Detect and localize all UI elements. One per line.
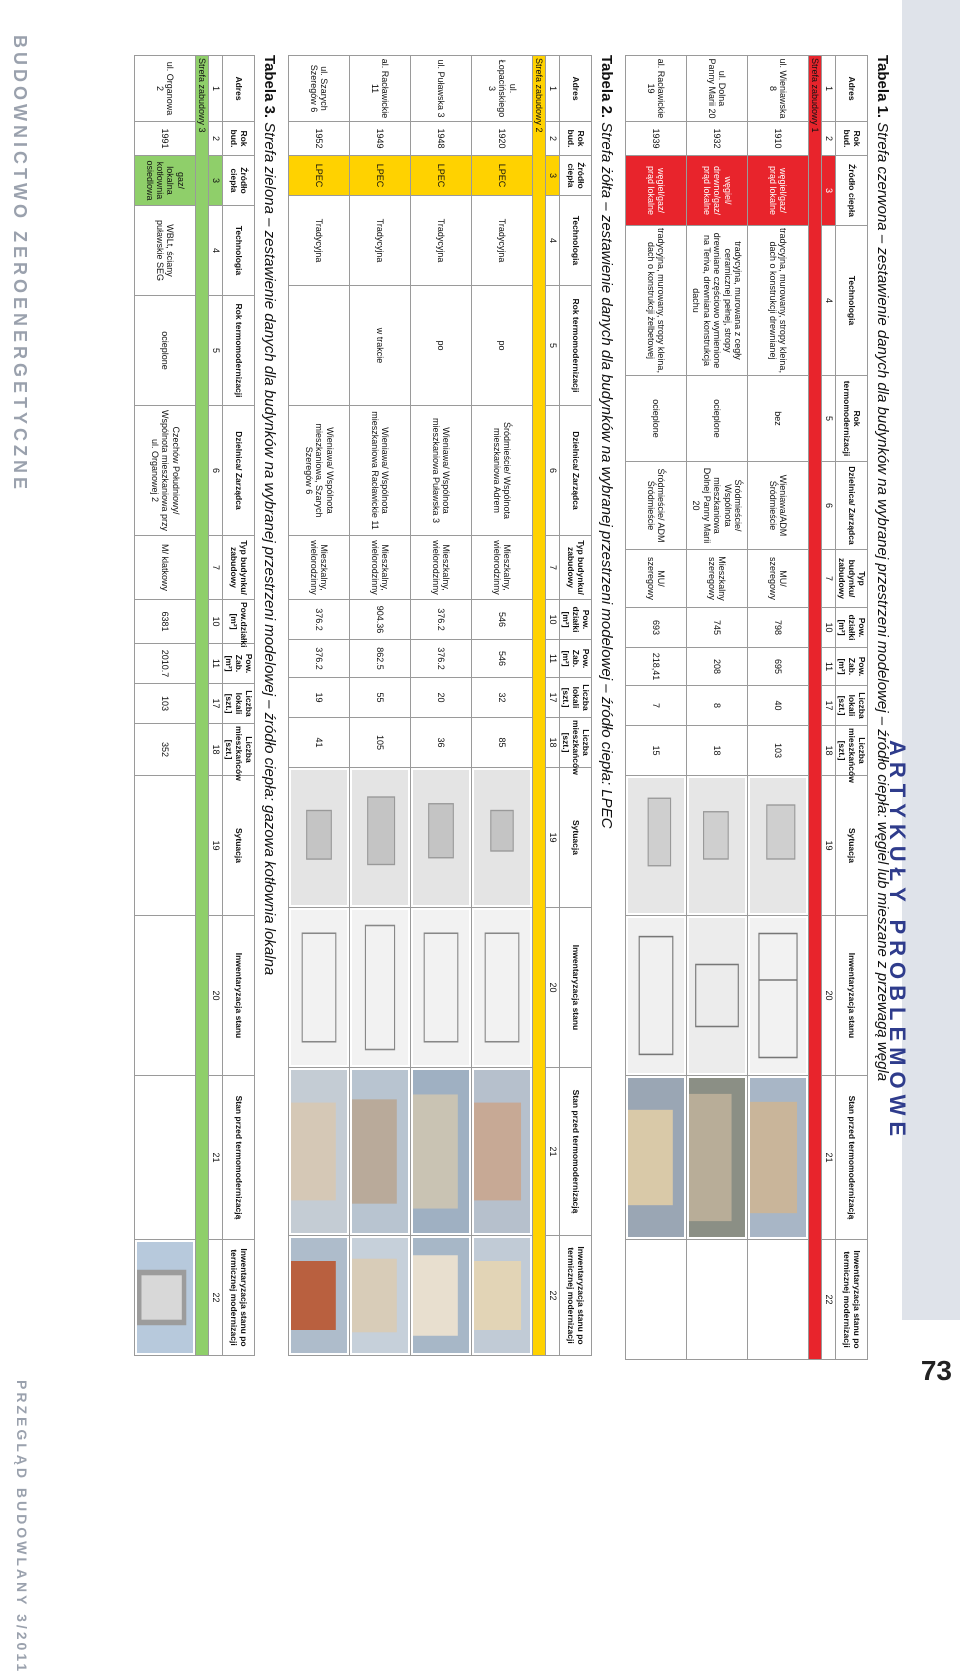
col-stan-przed: Stan przed termomodernizacją (559, 1068, 591, 1236)
table-2-header (559, 56, 591, 1356)
num-cell: 1 (546, 56, 559, 122)
cell-zrodlo: węgiel/gaz/ prąd lokalne (626, 156, 687, 226)
col-termo: Rok termomodernizacji (222, 296, 254, 406)
col-inw-po: Inwentaryzacja stanu po termicznej modernizacji (222, 1240, 254, 1356)
empty-cell (748, 1240, 809, 1360)
section-label: ARTYKUŁY PROBLEMOWE (885, 740, 910, 1143)
table-3-block (134, 55, 278, 1355)
num-cell: 2 (822, 122, 835, 156)
col-pow-zab: Pow. Zab. [m²] (835, 648, 867, 686)
col-dzielnica: Dzielnica/ Zarządca (559, 406, 591, 536)
empty-cell (135, 776, 196, 916)
num-cell: 17 (209, 684, 222, 724)
num-cell: 21 (546, 1068, 559, 1236)
num-cell: 22 (822, 1240, 835, 1360)
cell-adres: al. Racławickie 11 (350, 56, 411, 122)
table-2-block (288, 55, 615, 1355)
num-cell: 22 (209, 1240, 222, 1356)
cell-zrodlo: LPEC (289, 156, 350, 196)
running-title: BUDOWNICTWO ZEROENERGETYCZNE (10, 35, 30, 493)
map-photo (748, 776, 809, 916)
num-cell: 2 (209, 122, 222, 156)
cell-adres: al. Racławickie 19 (626, 56, 687, 122)
num-cell: 18 (822, 726, 835, 776)
zone-label: Strefa zabudowy 2 (533, 56, 546, 1356)
table-3-number-row (209, 56, 222, 1356)
cell-lokale: 55 (350, 678, 411, 718)
cell-adres: ul. Łopacińskiego 3 (472, 56, 533, 122)
cell-typ: M/ klatkowy (135, 536, 196, 600)
cell-dzielnica: Wieniawa/ Wspólnota mieszkaniowa Racławickie 11 (350, 406, 411, 536)
col-mieszk: Liczba mieszkańców [szt.] (222, 724, 254, 776)
num-cell: 7 (822, 550, 835, 608)
num-cell: 7 (209, 536, 222, 600)
cell-mieszk: 352 (135, 724, 196, 776)
empty-cell (135, 1076, 196, 1240)
cell-pow-zab: 218,41 (626, 648, 687, 686)
cell-typ: Mieszkalny, wielorodzinny (289, 536, 350, 600)
table-3-label: Tabela 3. (261, 55, 279, 119)
cell-rok: 1939 (626, 122, 687, 156)
building-photo (289, 1068, 350, 1236)
col-adres: Adres (835, 56, 867, 122)
plan-photo (472, 908, 533, 1068)
col-tech: Technologia (222, 206, 254, 296)
plan-photo (350, 908, 411, 1068)
col-typ: Typ budynku/ zabudowy (222, 536, 254, 600)
col-lokale: Liczba lokali [szt.] (559, 678, 591, 718)
cell-typ: Mieszkalny, wielorodzinny (472, 536, 533, 600)
cell-adres: ul. Szarych Szeregów 6 (289, 56, 350, 122)
empty-cell (135, 916, 196, 1076)
num-cell: 18 (546, 718, 559, 768)
cell-pow-dz: 376.2 (289, 600, 350, 640)
cell-zrodlo: gaz/ lokalna kotłownia osiedlowa (135, 156, 196, 206)
col-inw-po: Inwentaryzacja stanu po termicznej modernizacji (835, 1240, 867, 1360)
plan-photo (411, 908, 472, 1068)
cell-rok: 1920 (472, 122, 533, 156)
rotated-content (55, 55, 895, 1355)
col-zrodlo: Źródło ciepła (559, 156, 591, 196)
cell-typ: Mieszkalny, wielorodzinny (411, 536, 472, 600)
cell-termo: ocieplone (687, 376, 748, 462)
cell-dzielnica: Wieniawa/ Wspólnota mieszkaniowa, Szarych Szeregów 6 (289, 406, 350, 536)
building-after-photo (289, 1236, 350, 1356)
cell-pow-zab: 546 (472, 640, 533, 678)
num-cell: 18 (209, 724, 222, 776)
cell-adres: ul. Dolna Panny Marii 20 (687, 56, 748, 122)
num-cell: 4 (822, 226, 835, 376)
cell-lokale: 7 (626, 686, 687, 726)
cell-termo: bez (748, 376, 809, 462)
map-photo (687, 776, 748, 916)
table-row (626, 56, 687, 1360)
cell-tech: tradycyjna, murowany, stropy kleina, dach o konstrukcji drewnianej (748, 226, 809, 376)
building-photo (411, 1068, 472, 1236)
num-cell: 5 (209, 296, 222, 406)
num-cell: 5 (822, 376, 835, 462)
cell-rok: 1949 (350, 122, 411, 156)
num-cell: 21 (209, 1076, 222, 1240)
cell-zrodlo: LPEC (411, 156, 472, 196)
table-3-zone-row (196, 56, 209, 1356)
table-3-caption (261, 55, 278, 1355)
journal-footer: PRZEGLĄD BUDOWLANY 3/2011 (14, 1380, 30, 1674)
col-zrodlo: Źródło ciepła (222, 156, 254, 206)
cell-typ: Mieszkalny szeregowy (687, 550, 748, 608)
cell-pow-dz: 693 (626, 608, 687, 648)
col-pow-dz: Pow. działki [m²] (559, 600, 591, 640)
table-row (289, 56, 350, 1356)
cell-zrodlo: LPEC (350, 156, 411, 196)
num-cell: 6 (546, 406, 559, 536)
cell-pow-dz: 798 (748, 608, 809, 648)
cell-rok: 1952 (289, 122, 350, 156)
col-rok: Rok bud. (835, 122, 867, 156)
table-row (748, 56, 809, 1360)
building-after-photo (411, 1236, 472, 1356)
col-pow-dz: Pow. działki [m²] (835, 608, 867, 648)
cell-dzielnica: Wieniawa/ADM Śródmieście (748, 462, 809, 550)
col-rok: Rok bud. (559, 122, 591, 156)
table-1-zone-row (809, 56, 822, 1360)
cell-tech: tradycyjna, murowany, stropy kleina, dach o konstrukcji żelbetowej (626, 226, 687, 376)
cell-termo: po (411, 286, 472, 406)
num-cell: 17 (822, 686, 835, 726)
num-cell: 11 (209, 644, 222, 684)
cell-termo: ocieplone (135, 296, 196, 406)
table-2-zone-row (533, 56, 546, 1356)
cell-pow-zab: 376.2 (289, 640, 350, 678)
cell-zrodlo: węgiel/gaz/ prąd lokalne (748, 156, 809, 226)
cell-mieszk: 36 (411, 718, 472, 768)
col-pow-zab: Pow. Zab. [m²] (222, 644, 254, 684)
cell-pow-dz: 745 (687, 608, 748, 648)
cell-tech: Tradycyjna (289, 196, 350, 286)
col-inw-po: Inwentaryzacja stanu po termicznej modernizacji (559, 1236, 591, 1356)
col-termo: Rok termomodernizacji (835, 376, 867, 462)
num-cell: 17 (546, 678, 559, 718)
col-dzielnica: Dzielnica/ Zarządca (222, 406, 254, 536)
col-adres: Adres (222, 56, 254, 122)
num-cell: 2 (546, 122, 559, 156)
cell-mieszk: 41 (289, 718, 350, 768)
table-1-block (625, 55, 891, 1355)
table-row (350, 56, 411, 1356)
cell-adres: ul. Organowa 2 (135, 56, 196, 122)
num-cell: 21 (822, 1076, 835, 1240)
building-photo (687, 1076, 748, 1240)
cell-adres: ul. Puławska 3 (411, 56, 472, 122)
table-1-label: Tabela 1. (874, 55, 891, 119)
plan-photo (289, 908, 350, 1068)
num-cell: 4 (546, 196, 559, 286)
map-photo (626, 776, 687, 916)
cell-pow-zab: 862.5 (350, 640, 411, 678)
table-row (135, 56, 196, 1356)
num-cell: 20 (546, 908, 559, 1068)
building-after-photo (472, 1236, 533, 1356)
cell-termo: po (472, 286, 533, 406)
cell-pow-dz: 6381 (135, 600, 196, 644)
cell-dzielnica: Czechów Południowy/ Wspólnota mieszkaniowa przy ul. Organowej 2 (135, 406, 196, 536)
col-inw: Inwentaryzacja stanu (835, 916, 867, 1076)
col-pow-zab: Pow. Zab. [m²] (559, 640, 591, 678)
cell-rok: 1932 (687, 122, 748, 156)
right-band (902, 0, 960, 1400)
col-mieszk: Liczba mieszkańców [szt.] (835, 726, 867, 776)
col-mieszk: Liczba mieszkańców [szt.] (559, 718, 591, 768)
zone-label: Strefa zabudowy 3 (196, 56, 209, 1356)
cell-rok: 1948 (411, 122, 472, 156)
cell-zrodlo: węgiel/ drewno/gaz/ prąd lokalne (687, 156, 748, 226)
num-cell: 1 (822, 56, 835, 122)
empty-cell (626, 1240, 687, 1360)
num-cell: 5 (546, 286, 559, 406)
col-sytuacja: Sytuacja (559, 768, 591, 908)
cell-dzielnica: Śródmieście/ ADM Śródmieście (626, 462, 687, 550)
col-rok: Rok bud. (222, 122, 254, 156)
building-photo (350, 1068, 411, 1236)
accent-bar (902, 0, 960, 1320)
cell-rok: 1910 (748, 122, 809, 156)
cell-tech: Tradycyjna (472, 196, 533, 286)
cell-pow-dz: 904.36 (350, 600, 411, 640)
table-2-number-row (546, 56, 559, 1356)
num-cell: 3 (209, 156, 222, 206)
plan-photo (748, 916, 809, 1076)
building-after-photo (350, 1236, 411, 1356)
plan-photo (687, 916, 748, 1076)
col-typ: Typ budynku/ zabudowy (559, 536, 591, 600)
num-cell: 19 (209, 776, 222, 916)
num-cell: 19 (546, 768, 559, 908)
building-photo (748, 1076, 809, 1240)
col-pow-dz: Pow.działki [m²] (222, 600, 254, 644)
map-photo (350, 768, 411, 908)
col-tech: Technologia (835, 226, 867, 376)
col-lokale: Liczba lokali [szt.] (222, 684, 254, 724)
cell-pow-dz: 376.2 (411, 600, 472, 640)
table-row (411, 56, 472, 1356)
table-2-title: Strefa żółta – zestawienie danych dla budynków na wybranej przestrzeni modelowej – źródło ciepła: LPEC (598, 122, 616, 829)
empty-cell (687, 1240, 748, 1360)
cell-tech: Tradycyjna (350, 196, 411, 286)
cell-rok: 1991 (135, 122, 196, 156)
cell-mieszk: 18 (687, 726, 748, 776)
col-tech: Technologia (559, 196, 591, 286)
table-2 (288, 55, 592, 1356)
cell-lokale: 103 (135, 684, 196, 724)
col-zrodlo: Źródło ciepła (835, 156, 867, 226)
map-photo (472, 768, 533, 908)
col-sytuacja: Sytuacja (835, 776, 867, 916)
cell-tech: Tradycyjna (411, 196, 472, 286)
col-typ: Typ budynku/ zabudowy (835, 550, 867, 608)
cell-pow-dz: 546 (472, 600, 533, 640)
left-running-header (8, 35, 30, 1674)
table-2-caption (598, 55, 615, 1355)
num-cell: 19 (822, 776, 835, 916)
plan-photo (626, 916, 687, 1076)
cell-pow-zab: 695 (748, 648, 809, 686)
table-2-label: Tabela 2. (598, 55, 616, 119)
cell-mieszk: 103 (748, 726, 809, 776)
cell-tech: tradycyjna, murowana z cegły ceramicznej pełnej, stropy drewniane częściowo wymienione na Teriva, drewniana konstrukcja dachu (687, 226, 748, 376)
col-dzielnica: Dzielnica/ Zarządca (835, 462, 867, 550)
cell-pow-zab: 376.2 (411, 640, 472, 678)
cell-lokale: 20 (411, 678, 472, 718)
col-inw: Inwentaryzacja stanu (559, 908, 591, 1068)
col-adres: Adres (559, 56, 591, 122)
table-3-title: Strefa zielona – zestawienie danych dla budynków na wybranej przestrzeni modelowej – źródło ciepła: gazowa kotłownia lokalna (261, 122, 279, 976)
cell-mieszk: 85 (472, 718, 533, 768)
cell-lokale: 40 (748, 686, 809, 726)
cell-tech: WBLt, ściany puławskie SEG (135, 206, 196, 296)
building-photo (472, 1068, 533, 1236)
num-cell: 6 (209, 406, 222, 536)
num-cell: 3 (546, 156, 559, 196)
cell-dzielnica: Śródmieście/ Wspólnota mieszkaniowa Dolnej Panny Marii 20 (687, 462, 748, 550)
cell-adres: ul. Wieniawska 8 (748, 56, 809, 122)
num-cell: 11 (546, 640, 559, 678)
building-photo (626, 1076, 687, 1240)
cell-zrodlo: LPEC (472, 156, 533, 196)
table-1-title: Strefa czerwona – zestawienie danych dla budynków na wybranej przestrzeni modelowej – źródło ciepła: węgiel lub mieszane z przewagą węgla (874, 122, 891, 1082)
page-number: 73 (920, 1355, 952, 1386)
col-lokale: Liczba lokali [szt.] (835, 686, 867, 726)
table-1 (625, 55, 868, 1360)
cell-pow-zab: 2010.7 (135, 644, 196, 684)
cell-termo: w trakcie (350, 286, 411, 406)
cell-termo (289, 286, 350, 406)
cell-typ: MU/ szeregowy (626, 550, 687, 608)
map-photo (411, 768, 472, 908)
table-1-header (835, 56, 867, 1360)
num-cell: 10 (546, 600, 559, 640)
num-cell: 22 (546, 1236, 559, 1356)
num-cell: 6 (822, 462, 835, 550)
cell-dzielnica: Śródmieście/ Wspólnota mieszkaniowa Adrem (472, 406, 533, 536)
num-cell: 1 (209, 56, 222, 122)
cell-mieszk: 15 (626, 726, 687, 776)
cell-lokale: 32 (472, 678, 533, 718)
col-stan-przed: Stan przed termomodernizacją (835, 1076, 867, 1240)
table-3 (134, 55, 255, 1356)
cell-mieszk: 105 (350, 718, 411, 768)
num-cell: 20 (822, 916, 835, 1076)
table-1-number-row (822, 56, 835, 1360)
col-stan-przed: Stan przed termomodernizacją (222, 1076, 254, 1240)
cell-typ: MU/ szeregowy (748, 550, 809, 608)
cell-dzielnica: Wieniawa/ Wspólnota mieszkaniowa Puławska 3 (411, 406, 472, 536)
num-cell: 10 (822, 608, 835, 648)
table-row (472, 56, 533, 1356)
cell-termo: ocieplone (626, 376, 687, 462)
cell-lokale: 8 (687, 686, 748, 726)
cell-lokale: 19 (289, 678, 350, 718)
building-photo (135, 1240, 196, 1356)
num-cell: 10 (209, 600, 222, 644)
col-termo: Rok termomodernizacji (559, 286, 591, 406)
cell-pow-zab: 208 (687, 648, 748, 686)
table-1-caption (874, 55, 891, 1355)
table-3-header (222, 56, 254, 1356)
cell-typ: Mieszkalny, wielorodzinny (350, 536, 411, 600)
num-cell: 7 (546, 536, 559, 600)
num-cell: 3 (822, 156, 835, 226)
num-cell: 20 (209, 916, 222, 1076)
table-row (687, 56, 748, 1360)
col-sytuacja: Sytuacja (222, 776, 254, 916)
col-inw: Inwentaryzacja stanu (222, 916, 254, 1076)
num-cell: 11 (822, 648, 835, 686)
map-photo (289, 768, 350, 908)
zone-label: Strefa zabudowy 1 (809, 56, 822, 1360)
num-cell: 4 (209, 206, 222, 296)
